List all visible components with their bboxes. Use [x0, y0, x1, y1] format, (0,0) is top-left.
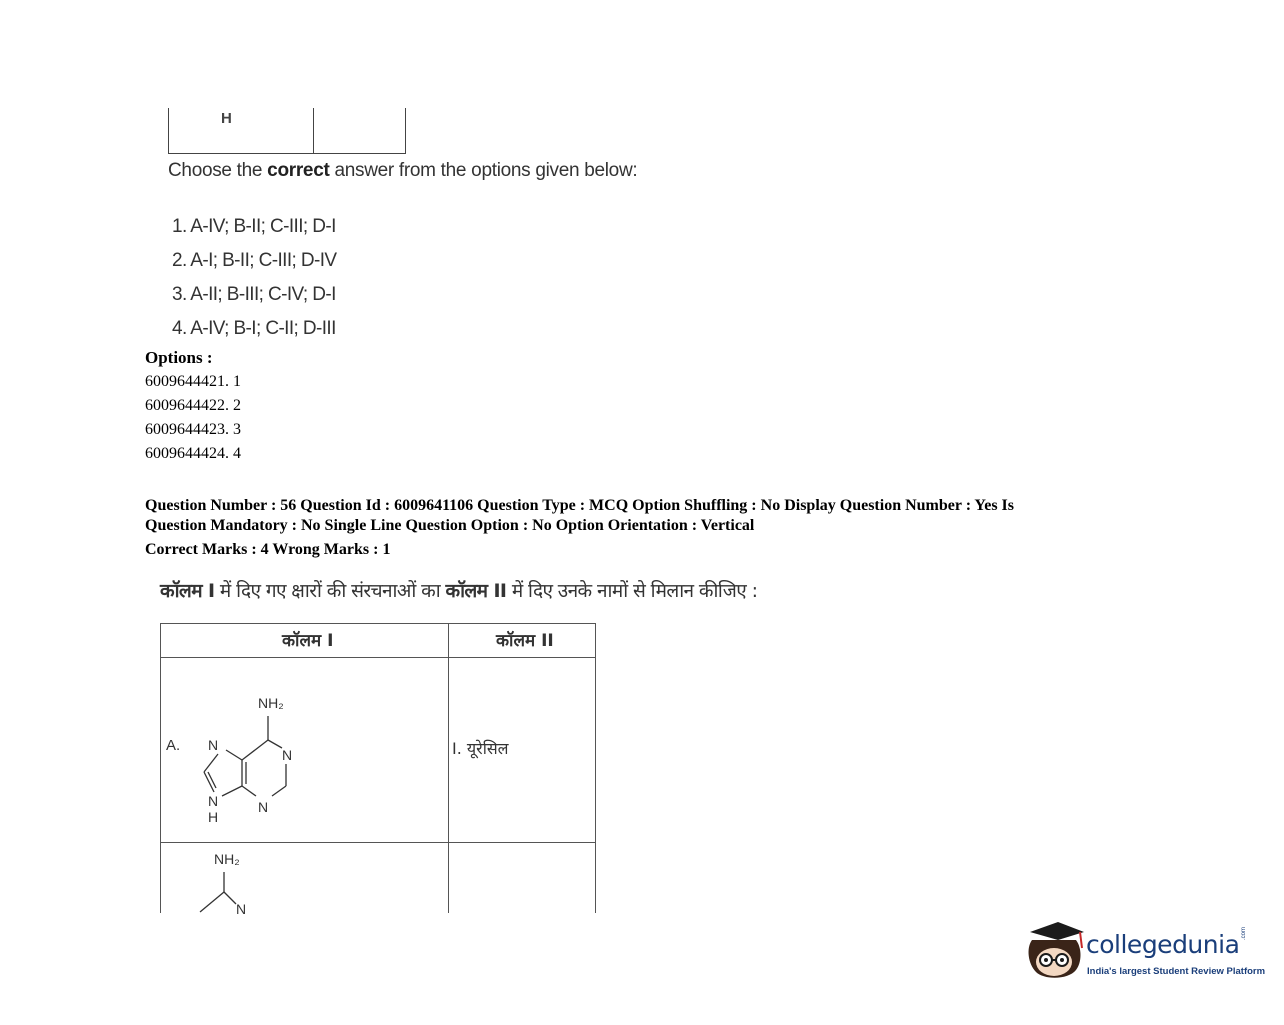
answer-option-3: 3. A-II; B-III; C-IV; D-I — [172, 284, 336, 305]
question-meta-line1: Question Number : 56 Question Id : 6009641106 Question Type : MCQ Option Shuffling : No Display Question Number : Yes Is — [145, 497, 1014, 514]
option-id-1: 6009644421. 1 — [145, 373, 241, 390]
column-2-header: कॉलम II — [496, 631, 554, 651]
adenine-nh2-label: NH₂ — [258, 695, 284, 711]
structure-b-n-label: N — [236, 901, 247, 914]
student-mascot-icon — [1029, 922, 1084, 978]
option-id-4: 6009644424. 4 — [145, 445, 241, 462]
answer-option-1: 1. A-IV; B-II; C-III; D-I — [172, 216, 336, 237]
instruction-text: Choose the correct answer from the options given below: — [168, 160, 638, 181]
adenine-n7-label: N — [208, 737, 219, 753]
structure-b-partial — [186, 848, 266, 914]
option-id-2: 6009644422. 2 — [145, 397, 241, 414]
top-table-cell-text: H — [221, 110, 232, 127]
adenine-h-label: H — [208, 809, 219, 825]
adenine-n9-label: N — [208, 793, 219, 809]
adenine-n3-label: N — [258, 799, 269, 815]
top-table-fragment — [168, 108, 406, 154]
row-a-answer: I. यूरेसिल — [452, 739, 509, 758]
hindi-question-text: कॉलम I में दिए गए क्षारों की संरचनाओं का कॉलम II में दिए उनके नामों से मिलान कीजिए : — [160, 580, 758, 602]
options-heading: Options : — [145, 348, 213, 367]
adenine-structure — [182, 688, 312, 828]
structure-b-nh2-label: NH₂ — [214, 851, 240, 867]
column-1-header: कॉलम I — [282, 631, 334, 651]
logo-tagline: India's largest Student Review Platform — [1087, 966, 1266, 977]
question-meta-line2: Question Mandatory : No Single Line Question Option : No Option Orientation : Vertical — [145, 517, 755, 534]
question-marks: Correct Marks : 4 Wrong Marks : 1 — [145, 541, 391, 558]
row-a-label: A. — [166, 737, 181, 754]
answer-option-4: 4. A-IV; B-I; C-II; D-III — [172, 318, 336, 339]
option-id-3: 6009644423. 3 — [145, 421, 241, 438]
answer-option-2: 2. A-I; B-II; C-III; D-IV — [172, 250, 337, 271]
logo-wordmark: collegedunia — [1086, 930, 1240, 959]
logo-com-suffix: .com — [1241, 926, 1247, 940]
adenine-n1-label: N — [282, 747, 293, 763]
